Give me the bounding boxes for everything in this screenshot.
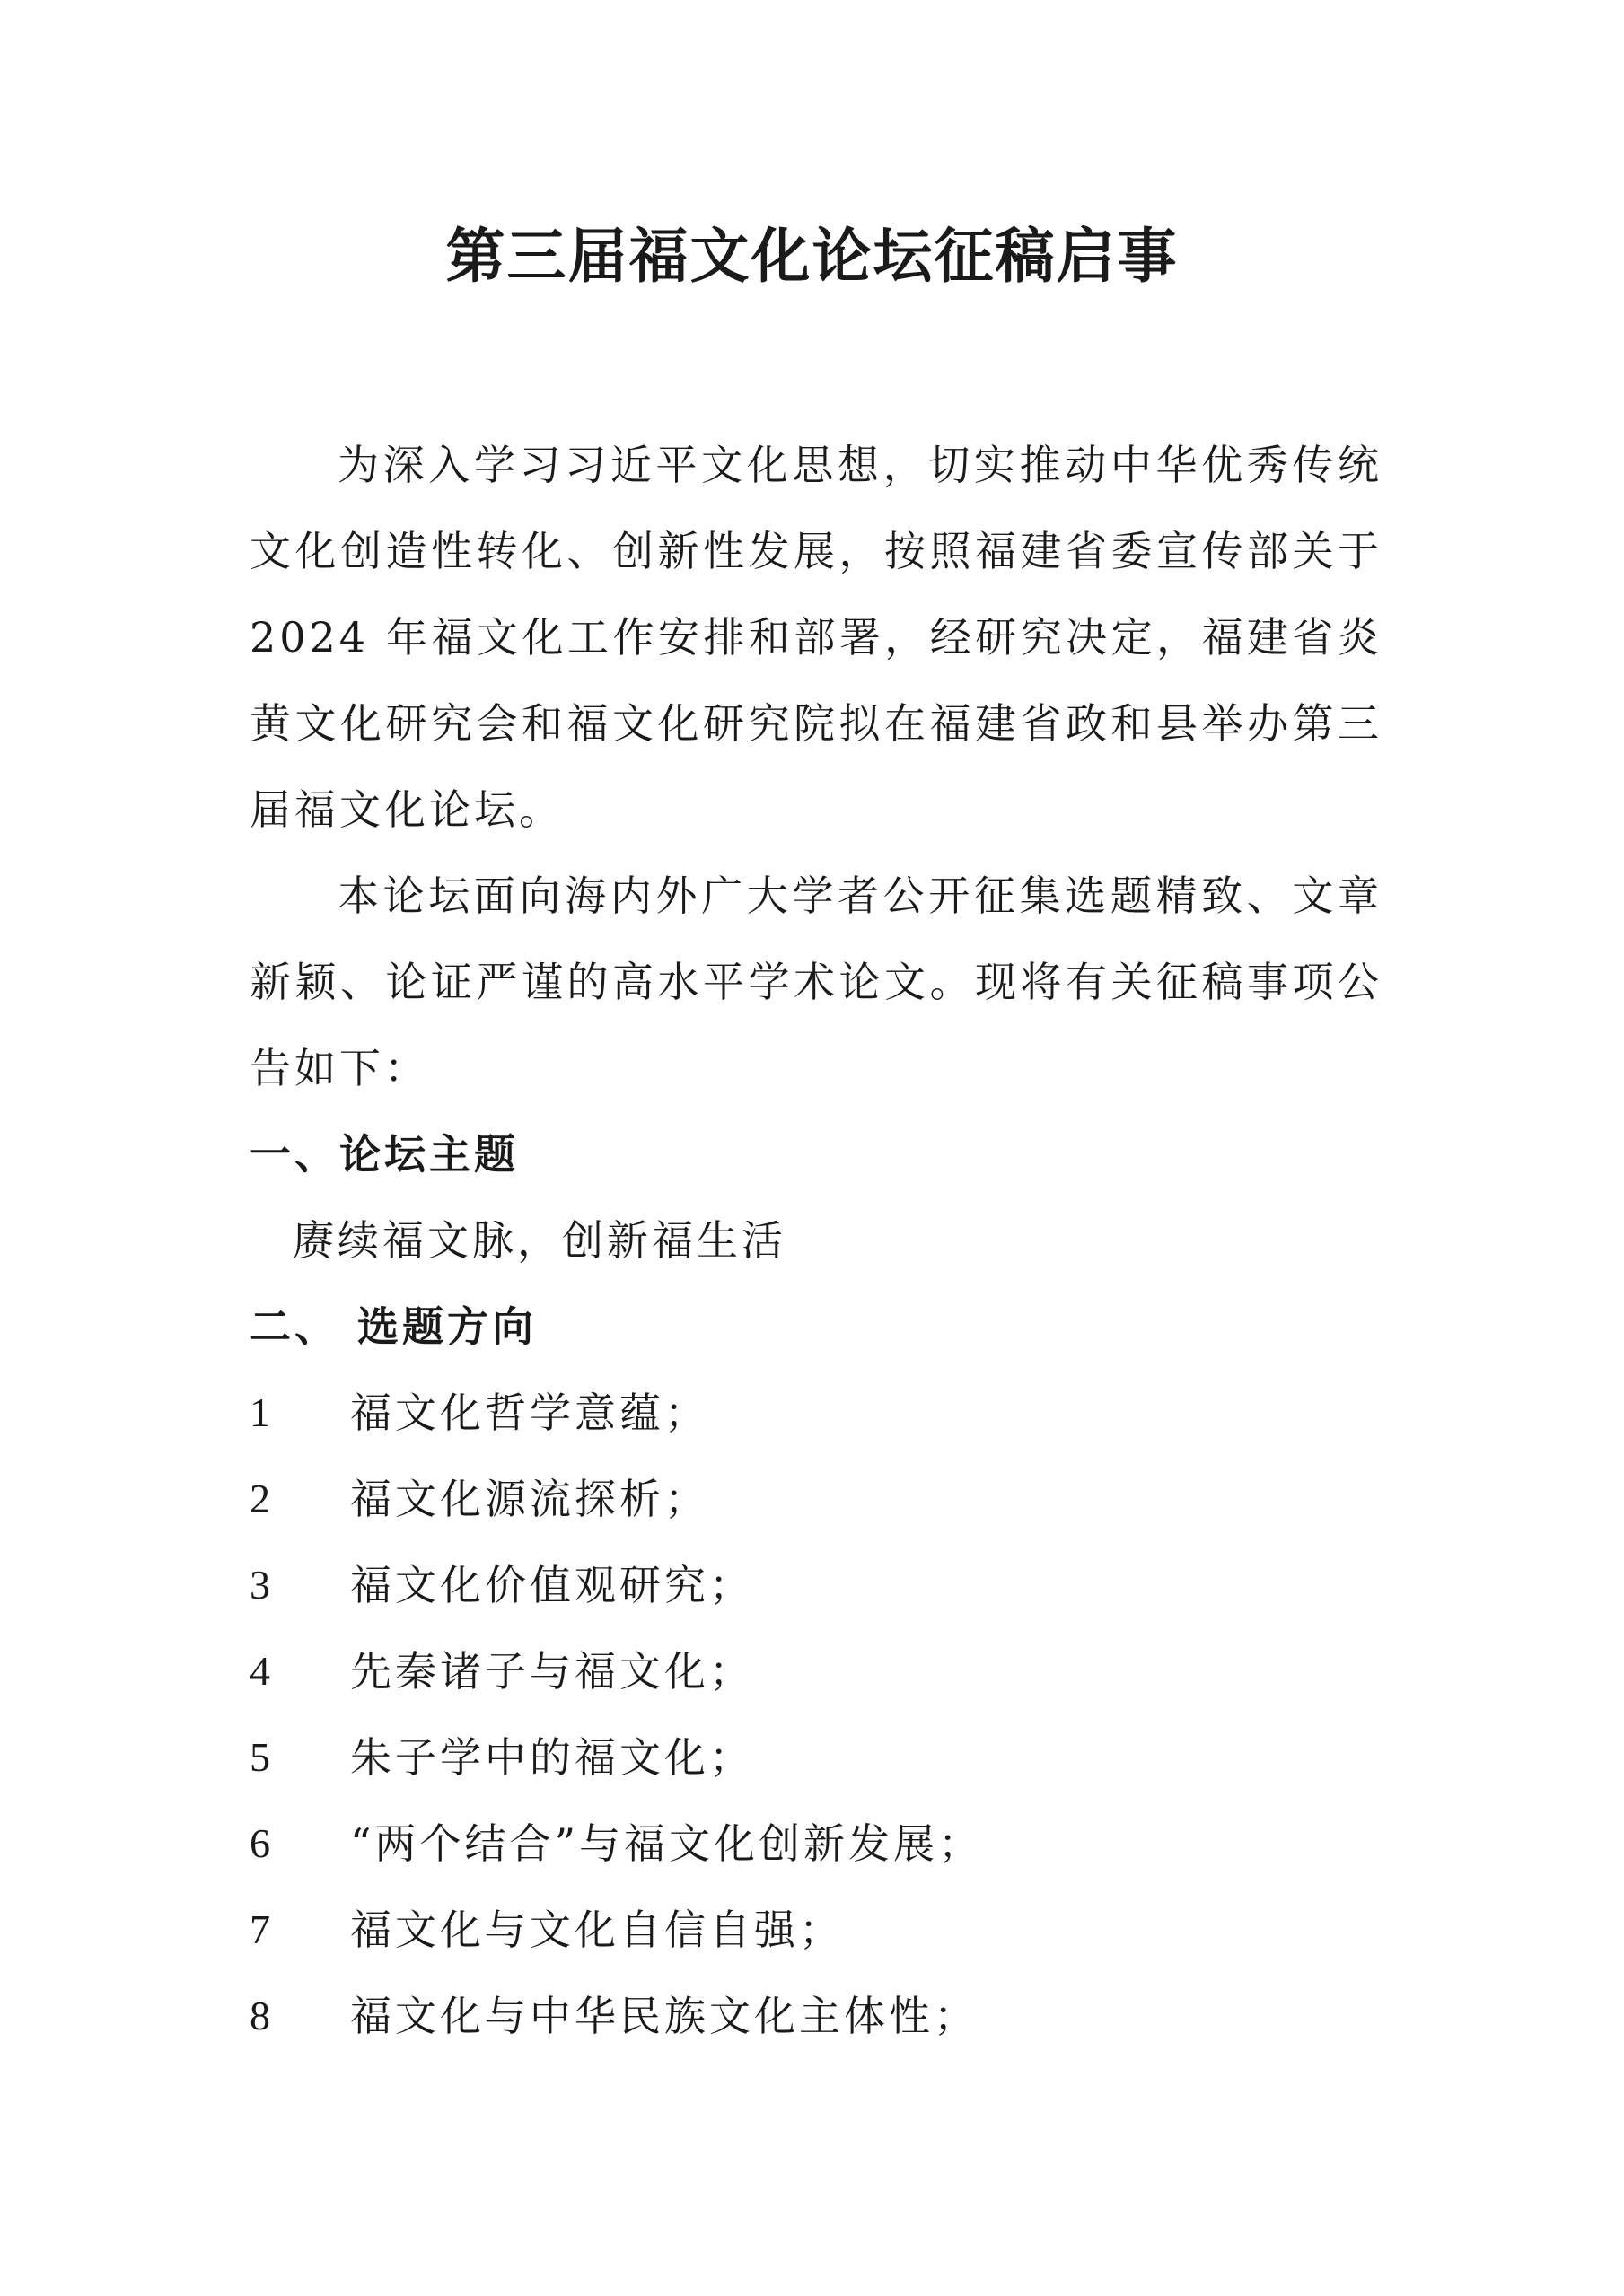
topic-list bbox=[250, 1370, 1383, 2059]
forum-theme-text: 赓续福文脉，创新福生活 bbox=[293, 1216, 786, 1265]
topic-number: 6 bbox=[250, 1820, 274, 1866]
topic-number: 4 bbox=[250, 1648, 274, 1694]
topic-number: 8 bbox=[250, 1993, 274, 2038]
topic-number: 1 bbox=[250, 1389, 274, 1435]
topic-text: 先秦诸子与福文化； bbox=[350, 1647, 754, 1696]
topic-number: 2 bbox=[250, 1476, 274, 1521]
list-item bbox=[250, 1801, 1383, 1887]
topic-number: 3 bbox=[250, 1562, 274, 1608]
list-item bbox=[250, 1628, 1383, 1714]
list-item bbox=[250, 1456, 1383, 1542]
topic-text: 福文化与文化自信自强； bbox=[350, 1906, 844, 1954]
intro-paragraph: 为深入学习习近平文化思想，切实推动中华优秀传统文化创造性转化、创新性发展，按照福建省委宣传部关于2024 年福文化工作安排和部署，经研究决定，福建省炎黄文化研究会和福文化研究院拟在福建省政和县举办第三届福文化论坛。 bbox=[250, 441, 1383, 834]
section-heading-topics: 二、 选题方向 bbox=[250, 1302, 538, 1351]
topic-text: 福文化哲学意蕴； bbox=[350, 1389, 709, 1437]
list-item bbox=[250, 1370, 1383, 1456]
document-title: 第三届福文化论坛征稿启事 bbox=[445, 221, 1179, 291]
topic-text: “两个结合”与福文化创新发展； bbox=[350, 1819, 984, 1868]
topic-text: 福文化价值观研究； bbox=[350, 1561, 754, 1609]
section-heading-theme: 一、论坛主题 bbox=[250, 1130, 519, 1179]
list-item bbox=[250, 1714, 1383, 1801]
topic-text: 福文化源流探析； bbox=[350, 1475, 709, 1523]
document-body bbox=[250, 422, 1383, 2059]
topic-text: 朱子学中的福文化； bbox=[350, 1733, 754, 1782]
list-item bbox=[250, 1887, 1383, 1973]
topic-number: 5 bbox=[250, 1734, 274, 1780]
call-paragraph: 本论坛面向海内外广大学者公开征集选题精致、文章新颖、论证严谨的高水平学术论文。现将有关征稿事项公告如下： bbox=[250, 872, 1383, 1092]
topic-text: 福文化与中华民族文化主体性； bbox=[350, 1992, 979, 2040]
list-item bbox=[250, 1542, 1383, 1628]
list-item bbox=[250, 1973, 1383, 2059]
topic-number: 7 bbox=[250, 1906, 274, 1952]
